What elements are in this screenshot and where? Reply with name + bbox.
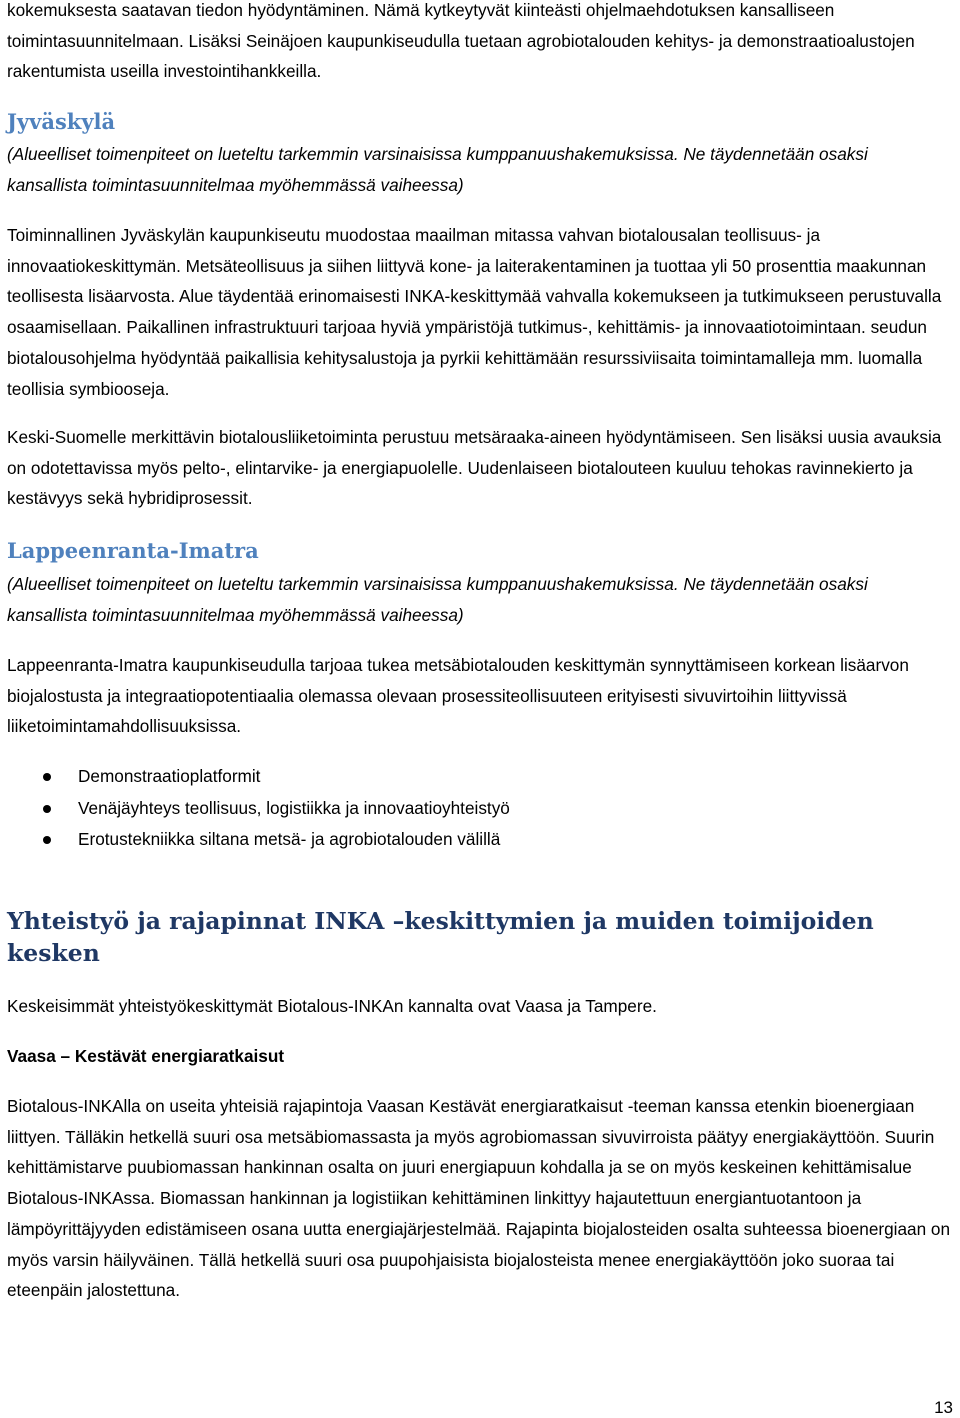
lappeenranta-paragraph: Lappeenranta-Imatra kaupunkiseudulla tarjoaa tukea metsäbiotalouden keskittymän synnyttämiseen korkean lisäarvon biojalostusta ja integraatiopotentiaalia olemassa olevaan prosessiteollisuuteen erityisesti sivuvirtoihin liittyvissä liiketoimintamahdollisuuksissa. [7,655,909,737]
bullet-icon [43,805,51,813]
bullet-icon [43,836,51,844]
jyvaskyla-heading: Jyväskylä [7,109,116,134]
lappeenranta-note-block [7,569,952,630]
intro-section [7,0,952,87]
vaasa-paragraph: Biotalous-INKAlla on useita yhteisiä rajapintoja Vaasan Kestävät energiaratkaisut -teeman kanssa etenkin bioenergiaan liittyen. Tälläkin hetkellä suuri osa metsäbiomassasta ja myös agrobiomassan sivuvirroista päätyy energiakäyttöön. Suurin kehittämistarve puubiomassan hankinnan osalta on juuri energiapuun kohdalla ja se on myös keskeinen kehittämisalue Biotalous-INKAssa. Biomassan hankinnan ja logistiikan kehittäminen linkittyy hajautettuun energiantuotantoon ja lämpöyrittäjyyden edistämiseen osana uutta energiajärjestelmää. Rajapinta biojalosteiden osalta suhteessa bioenergiaan on myös varsin häilyväinen. Tällä hetkellä suuri osa puupohjaisista biojalosteista menee energiakäyttöön joko suoraa tai eteenpäin jalostettuna. [7,1096,951,1301]
lappeenranta-section [7,537,952,565]
vaasa-subheading: Vaasa – Kestävät energiaratkaisut [7,1046,285,1066]
cooperation-heading: Yhteistyö ja rajapinnat INKA –keskittymien ja muiden toimijoiden kesken [7,907,874,967]
lappeenranta-heading: Lappeenranta-Imatra [7,538,259,563]
cooperation-section [7,905,952,969]
jyvaskyla-note: (Alueelliset toimenpiteet on lueteltu tarkemmin varsinaisissa kumppanuushakemuksissa. Ne täydennetään osaksi kansallista toimintasuunnitelmaa myöhemmässä vaiheessa) [7,144,868,195]
vaasa-body [7,1091,952,1306]
lappeenranta-bullets [7,761,952,856]
lappeenranta-note: (Alueelliset toimenpiteet on lueteltu tarkemmin varsinaisissa kumppanuushakemuksissa. Ne täydennetään osaksi kansallista toimintasuunnitelmaa myöhemmässä vaiheessa) [7,574,868,625]
jyvaskyla-paragraph-2: Keski-Suomelle merkittävin biotalousliiketoiminta perustuu metsäraaka-aineen hyödyntämiseen. Sen lisäksi uusia avauksia on odotettavissa myös pelto-, elintarvike- ja energiapuolelle. Uudenlaiseen biotalouteen kuuluu tehokas ravinnekierto ja kestävyys sekä hybridiprosessit. [7,427,942,509]
bullet-icon [43,773,51,781]
cooperation-intro [7,991,952,1022]
list-item: Demonstraatioplatformit [7,761,952,793]
jyvaskyla-section [7,108,952,136]
page-number: 13 [934,1398,953,1417]
list-item: Venäjäyhteys teollisuus, logistiikka ja innovaatioyhteistyö [7,793,952,825]
intro-paragraph: kokemuksesta saatavan tiedon hyödyntäminen. Nämä kytkeytyvät kiinteästi ohjelmaehdotuksen kansalliseen toimintasuunnitelmaan. Lisäksi Seinäjoen kaupunkiseudulla tuetaan agrobiotalouden kehitys- ja demonstraatioalustojen rakentumista useilla investointihankkeilla. [7,0,915,81]
vaasa-subsection [7,1041,952,1072]
lappeenranta-body [7,650,952,742]
bullet-list [7,761,952,856]
jyvaskyla-note-block [7,139,952,200]
list-item: Erotustekniikka siltana metsä- ja agrobiotalouden välillä [7,824,952,856]
jyvaskyla-paragraph-1: Toiminnallinen Jyväskylän kaupunkiseutu muodostaa maailman mitassa vahvan biotalousalan teollisuus- ja innovaatiokeskittymän. Metsäteollisuus ja siihen liittyvä kone- ja laiterakentaminen ja tuottaa yli 50 prosenttia maakunnan teollisesta lisäarvosta. Alue täydentää erinomaisesti INKA-keskittymää vahvalla kokemukseen ja tutkimukseen perustuvalla osaamisellaan. Paikallinen infrastruktuuri tarjoaa hyviä ympäristöjä tutkimus-, kehittämis- ja innovaatiotoimintaan. seudun biotalousohjelma hyödyntää paikallisia kehitysalustoja ja pyrkii kehittämään resurssiviisaita toimintamalleja mm. luomalla teollisia symbiooseja. [7,225,942,399]
jyvaskyla-body-2 [7,422,952,514]
jyvaskyla-body-1 [7,220,952,404]
cooperation-paragraph: Keskeisimmät yhteistyökeskittymät Biotalous-INKAn kannalta ovat Vaasa ja Tampere. [7,996,657,1016]
